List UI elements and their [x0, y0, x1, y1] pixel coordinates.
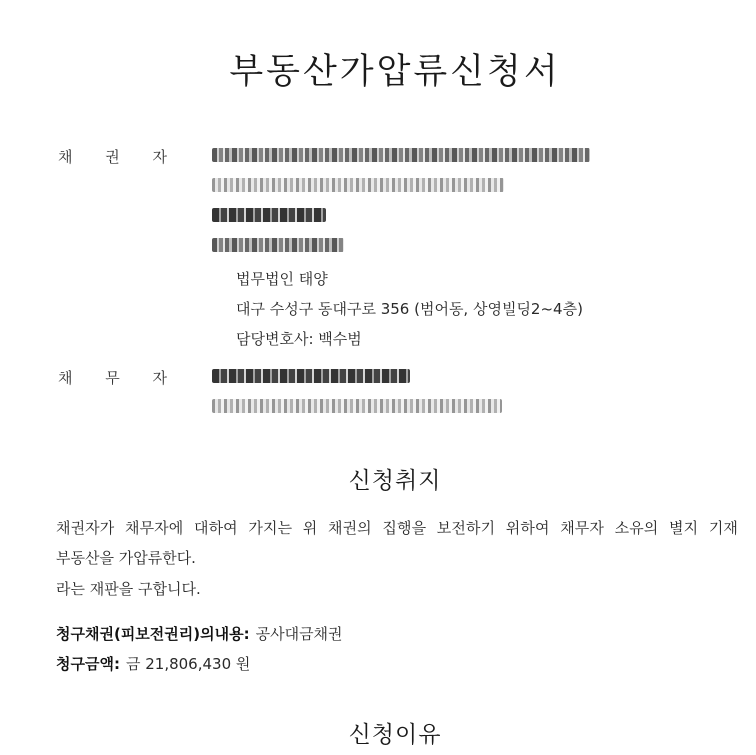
claim-right-label: 청구채권(피보전권리)의내용: — [56, 625, 250, 643]
creditor-label: 채 권 자 — [58, 148, 182, 166]
claim-amount-label: 청구금액: — [56, 655, 120, 673]
creditor-redacted-line-1 — [212, 148, 590, 162]
counsel-address: 대구 수성구 동대구로 356 (범어동, 상영빌딩2~4층) — [236, 300, 583, 318]
purpose-line-3: 라는 재판을 구합니다. — [56, 580, 201, 598]
claim-right-value: 공사대금채권 — [255, 625, 343, 643]
reason-heading: 신청이유 — [348, 722, 442, 748]
creditor-redacted-line-3 — [212, 208, 326, 222]
purpose-line-2: 부동산을 가압류한다. — [56, 549, 196, 567]
claim-amount-row — [56, 653, 250, 674]
purpose-line-1: 채권자가 채무자에 대하여 가지는 위 채권의 집행을 보전하기 위하여 채무자 소유의 별지 기재 — [56, 519, 738, 537]
counsel-attorney: 담당변호사: 백수범 — [236, 330, 362, 348]
debtor-label: 채 무 자 — [58, 369, 182, 387]
counsel-firm: 법무법인 태양 — [236, 270, 328, 288]
document-title: 부동산가압류신청서 — [229, 52, 561, 92]
creditor-redacted-line-4 — [212, 238, 344, 252]
claim-amount-value: 금 21,806,430 원 — [125, 655, 251, 673]
creditor-redacted-line-2 — [212, 178, 504, 192]
claim-right-row — [56, 623, 343, 644]
debtor-redacted-line-1 — [212, 369, 410, 383]
purpose-heading: 신청취지 — [348, 468, 442, 494]
debtor-redacted-line-2 — [212, 399, 502, 413]
